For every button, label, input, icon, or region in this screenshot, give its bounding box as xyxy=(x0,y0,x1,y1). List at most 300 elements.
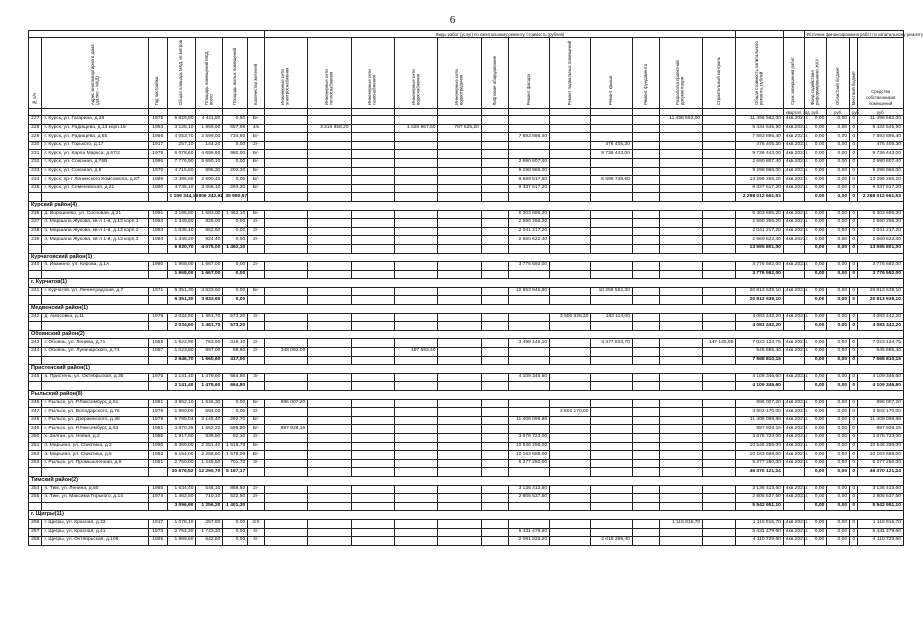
work-cost-cell xyxy=(632,485,659,494)
work-cost-cell xyxy=(481,313,508,322)
table-row xyxy=(29,399,904,408)
total-area-cell: 1 078,10 xyxy=(167,519,196,528)
work-cost-cell: 3 377 833,70 xyxy=(591,339,632,348)
work-cost-cell xyxy=(351,176,394,185)
table-row xyxy=(29,236,904,245)
table-row xyxy=(29,287,904,296)
row-number: 232 xyxy=(29,158,42,167)
work-cost-cell xyxy=(659,425,702,434)
total-cost-cell: 2 041 217,20 xyxy=(736,227,784,236)
work-cost-cell xyxy=(632,528,659,537)
work-cost-cell xyxy=(550,485,591,494)
deadline-cell: 4кв.2021г. xyxy=(783,219,804,228)
owners-funds-cell: 10 163 688,00 xyxy=(858,451,904,460)
local-budget-cell: 0 xyxy=(850,296,858,305)
work-cost-cell xyxy=(395,296,438,305)
total-area-cell: 3 870,35 xyxy=(167,425,196,434)
work-cost-cell xyxy=(395,141,438,150)
year-cell: 1953 xyxy=(148,124,167,133)
work-cost-cell: 6 303 695,20 xyxy=(508,210,549,219)
total-area-cell: 5 154,00 xyxy=(167,451,196,460)
work-cost-cell xyxy=(481,133,508,142)
year-cell: 1975 xyxy=(148,373,167,382)
owners-funds-cell: 5 277 250,00 xyxy=(858,459,904,468)
work-cost-cell xyxy=(659,141,702,150)
year-cell: 1979 xyxy=(148,150,167,159)
work-cost-cell xyxy=(308,408,351,417)
units-cell xyxy=(550,109,591,116)
address-cell: г. Курск, ул. Горького, д.17 xyxy=(42,141,149,150)
owners-funds-cell: 2 660 622,40 xyxy=(858,236,904,245)
fund-support-cell: 0,00 xyxy=(804,262,827,271)
table-row xyxy=(29,133,904,142)
local-budget-cell: 0 xyxy=(850,356,858,365)
floors-cell: 4/- xyxy=(248,528,265,537)
table-row xyxy=(29,442,904,451)
work-cost-cell xyxy=(632,451,659,460)
living-area-cell: 0,00 xyxy=(223,537,248,546)
work-cost-cell xyxy=(632,519,659,528)
work-cost-cell: 2 091 326,20 xyxy=(508,537,549,546)
work-cost-cell xyxy=(508,296,549,305)
work-cost-cell xyxy=(550,193,591,202)
work-cost-cell: 2 041 217,20 xyxy=(508,227,549,236)
local-budget-cell: 0 xyxy=(850,313,858,322)
work-cost-cell xyxy=(351,494,394,503)
fund-support-cell: 0,00 xyxy=(804,184,827,193)
column-header-label: Ремонт крыши xyxy=(608,75,614,106)
year-cell: 1981 xyxy=(148,425,167,434)
work-cost-cell xyxy=(395,519,438,528)
total-area-cell: 5 785,04 xyxy=(167,416,196,425)
work-cost-cell xyxy=(703,116,736,125)
total-cost-cell: 476 405,30 xyxy=(736,141,784,150)
work-cost-cell xyxy=(703,262,736,271)
work-cost-cell xyxy=(481,451,508,460)
regional-budget-cell: 0,00 xyxy=(827,468,850,477)
work-cost-cell xyxy=(395,382,438,391)
address-cell: г. Курск, ул. Карла Маркса, д.67/2 xyxy=(42,150,149,159)
fund-support-cell: 0,00 xyxy=(804,296,827,305)
table-row xyxy=(29,528,904,537)
work-cost-cell xyxy=(481,176,508,185)
column-header-label: Площадь жилых помещений xyxy=(232,47,238,106)
total-area-cell: 4 735,10 xyxy=(167,184,196,193)
table-header xyxy=(29,31,923,116)
deadline-cell xyxy=(783,322,804,331)
regional-budget-cell: 0,00 xyxy=(827,451,850,460)
local-budget-cell: 0 xyxy=(850,236,858,245)
work-cost-cell xyxy=(550,322,591,331)
address-cell: г. Обоянь, ул. Луначарского, д.74 xyxy=(42,348,149,357)
work-cost-cell xyxy=(550,219,591,228)
subtotal-row xyxy=(29,193,904,202)
owners-funds-cell: 2 041 217,20 xyxy=(858,227,904,236)
deadline-cell xyxy=(783,244,804,253)
local-budget-cell: 0 xyxy=(850,210,858,219)
work-cost-cell: 3 678 723,00 xyxy=(508,433,549,442)
living-area-cell: 0,00 xyxy=(223,158,248,167)
column-header-label: Общая площадь МКД, кв.метров xyxy=(178,39,184,106)
work-cost-cell xyxy=(591,433,632,442)
address-cell xyxy=(42,244,149,253)
work-cost-cell xyxy=(351,227,394,236)
district-label: Курчатовский район(1) xyxy=(29,253,904,262)
work-cost-cell xyxy=(481,442,508,451)
column-header-label: Количество жителей xyxy=(252,64,258,106)
floors-cell: 4/- xyxy=(248,313,265,322)
regional-budget-cell: 0,00 xyxy=(827,236,850,245)
total-area-cell: 1 917,60 xyxy=(167,433,196,442)
work-cost-cell xyxy=(264,236,307,245)
work-cost-cell xyxy=(351,485,394,494)
work-cost-cell xyxy=(550,399,591,408)
regional-budget-cell: 0,00 xyxy=(827,227,850,236)
total-cost-cell: 10 163 688,00 xyxy=(736,451,784,460)
regional-budget-cell: 0,00 xyxy=(827,210,850,219)
work-cost-cell xyxy=(632,502,659,511)
work-cost-cell xyxy=(508,502,549,511)
year-cell: 1917 xyxy=(148,519,167,528)
subtotal-row xyxy=(29,270,904,279)
work-cost-cell xyxy=(481,141,508,150)
work-cost-cell xyxy=(591,210,632,219)
work-cost-cell xyxy=(438,141,481,150)
fund-support-cell: 0,00 xyxy=(804,399,827,408)
work-cost-cell xyxy=(351,116,394,125)
work-cost-cell xyxy=(264,219,307,228)
funding-subcolumn-label: Местный бюджет xyxy=(851,70,857,106)
work-cost-cell xyxy=(308,485,351,494)
work-cost-cell xyxy=(395,262,438,271)
floors-cell: 2/- xyxy=(248,262,265,271)
year-cell xyxy=(148,296,167,305)
regional-budget-cell: 0,00 xyxy=(827,433,850,442)
owners-funds-cell: 4 109 346,60 xyxy=(858,373,904,382)
column-header-label: Строительный контроль xyxy=(715,56,721,106)
work-cost-cell xyxy=(264,485,307,494)
district-label: г. Щигры(11) xyxy=(29,511,904,520)
total-cost-cell: 2 690 807,40 xyxy=(736,158,784,167)
local-budget-cell: 0 xyxy=(850,433,858,442)
work-cost-cell xyxy=(659,150,702,159)
address-cell: г. Рыльск, ул. Р.Люксембург, д.61 xyxy=(42,399,149,408)
work-cost-cell xyxy=(659,356,702,365)
work-types-group-title: Виды работ (услуг) по капитальному ремонту, стоимость (рублей) xyxy=(264,31,736,38)
work-cost-cell xyxy=(508,313,549,322)
work-cost-cell xyxy=(550,537,591,546)
floors-cell: 2/- xyxy=(248,433,265,442)
work-cost-cell xyxy=(308,382,351,391)
fund-support-cell: 0,00 xyxy=(804,176,827,185)
work-cost-cell xyxy=(591,193,632,202)
work-cost-cell xyxy=(703,494,736,503)
work-cost-cell xyxy=(264,141,307,150)
column-header xyxy=(481,38,508,109)
work-cost-cell xyxy=(395,494,438,503)
total-cost-cell: 10 546 256,00 xyxy=(736,442,784,451)
owners-funds-cell: 20 813 539,10 xyxy=(858,296,904,305)
work-cost-cell xyxy=(591,485,632,494)
local-budget-cell: 0 xyxy=(850,158,858,167)
work-cost-cell xyxy=(632,416,659,425)
work-cost-cell xyxy=(703,287,736,296)
units-cell: руб. xyxy=(858,109,904,116)
work-cost-cell xyxy=(703,133,736,142)
subtotal-row xyxy=(29,322,904,331)
work-cost-cell xyxy=(308,468,351,477)
work-cost-cell xyxy=(632,270,659,279)
premises-area-cell: 1 245,50 xyxy=(196,459,223,468)
year-cell xyxy=(148,382,167,391)
total-cost-cell: 545 685,40 xyxy=(736,348,784,357)
deadline-cell: 4кв.2021г. xyxy=(783,519,804,528)
living-area-cell: 0,00 xyxy=(223,519,248,528)
year-cell xyxy=(148,193,167,202)
units-cell xyxy=(264,109,307,116)
work-cost-cell xyxy=(395,219,438,228)
work-cost-cell xyxy=(351,451,394,460)
floors-cell xyxy=(248,244,265,253)
work-cost-cell xyxy=(264,459,307,468)
work-cost-cell xyxy=(308,176,351,185)
work-cost-cell xyxy=(438,485,481,494)
work-cost-cell xyxy=(264,494,307,503)
work-cost-cell xyxy=(703,382,736,391)
work-cost-cell xyxy=(659,158,702,167)
work-cost-cell xyxy=(508,348,549,357)
work-cost-cell xyxy=(550,348,591,357)
work-cost-cell xyxy=(703,236,736,245)
row-number: 243 xyxy=(29,339,42,348)
work-cost-cell xyxy=(264,227,307,236)
local-budget-cell: 0 xyxy=(850,244,858,253)
table-row xyxy=(29,150,904,159)
work-cost-cell xyxy=(659,528,702,537)
owners-funds-cell: 4 083 442,20 xyxy=(858,313,904,322)
work-cost-cell xyxy=(703,150,736,159)
page-number: 6 xyxy=(449,14,456,26)
work-cost-cell xyxy=(550,270,591,279)
owners-funds-cell: 2 690 807,40 xyxy=(858,158,904,167)
work-cost-cell xyxy=(632,210,659,219)
deadline-cell: 4кв.2021г. xyxy=(783,210,804,219)
owners-funds-cell: 3 678 723,00 xyxy=(858,433,904,442)
owners-funds-cell: 3 776 592,00 xyxy=(858,270,904,279)
work-cost-cell xyxy=(550,167,591,176)
work-cost-cell xyxy=(591,244,632,253)
year-cell: 1993 xyxy=(148,451,167,460)
work-cost-cell xyxy=(632,373,659,382)
column-header xyxy=(29,38,42,109)
work-cost-cell xyxy=(264,339,307,348)
work-cost-cell xyxy=(264,502,307,511)
work-cost-cell xyxy=(703,210,736,219)
work-cost-cell xyxy=(481,425,508,434)
premises-area-cell: 642,80 xyxy=(196,537,223,546)
deadline-cell: 4кв.2021г. xyxy=(783,150,804,159)
work-cost-cell xyxy=(308,348,351,357)
work-cost-cell xyxy=(395,193,438,202)
work-cost-cell xyxy=(308,141,351,150)
total-cost-cell: 4 109 346,60 xyxy=(736,382,784,391)
address-cell: п. Пристень, ул. Октябрьская, д.36 xyxy=(42,373,149,382)
work-cost-cell xyxy=(703,141,736,150)
work-cost-cell xyxy=(395,528,438,537)
work-cost-cell xyxy=(659,468,702,477)
floors-cell xyxy=(248,382,265,391)
work-cost-cell xyxy=(481,433,508,442)
premises-area-cell: 1 478,60 xyxy=(196,382,223,391)
deadline-cell xyxy=(783,382,804,391)
work-cost-cell xyxy=(438,494,481,503)
work-cost-cell xyxy=(550,451,591,460)
premises-area-cell: 2 256,60 xyxy=(196,451,223,460)
work-cost-cell xyxy=(351,313,394,322)
living-area-cell: 0,00 xyxy=(223,176,248,185)
year-cell: 1991 xyxy=(148,210,167,219)
work-cost-cell xyxy=(632,262,659,271)
year-cell: 1974 xyxy=(148,494,167,503)
premises-area-cell: 2 500,40 xyxy=(196,176,223,185)
floors-cell: Б/- xyxy=(248,210,265,219)
work-cost-cell xyxy=(481,468,508,477)
living-area-cell: 0,00 xyxy=(223,141,248,150)
address-cell: г. Курск, ул. Союзная, д.76В xyxy=(42,158,149,167)
column-header-label: Общая стоимость капитального ремонта, рублей xyxy=(754,41,764,106)
total-cost-cell: 46 370 121,24 xyxy=(736,468,784,477)
column-header xyxy=(42,38,149,109)
work-cost-cell xyxy=(308,133,351,142)
owners-funds-cell: 1 115 915,70 xyxy=(858,519,904,528)
address-cell: г. Курск, ул. Радищева, д.55 xyxy=(42,133,149,142)
work-cost-cell: 787 625,20 xyxy=(438,124,481,133)
work-cost-cell xyxy=(659,133,702,142)
units-cell xyxy=(659,109,702,116)
work-cost-cell xyxy=(703,451,736,460)
owners-funds-cell: 11 408 098,88 xyxy=(858,416,904,425)
total-area-cell: 257,10 xyxy=(167,141,196,150)
fund-support-cell: 0,00 xyxy=(804,537,827,546)
work-cost-cell: 897 928,16 xyxy=(264,425,307,434)
column-header xyxy=(508,38,549,109)
address-cell: п. Тим, ул. Ленина, д.50 xyxy=(42,485,149,494)
work-cost-cell xyxy=(395,227,438,236)
work-cost-cell xyxy=(395,270,438,279)
work-cost-cell xyxy=(632,425,659,434)
row-number xyxy=(29,356,42,365)
column-header xyxy=(858,38,904,109)
work-cost-cell xyxy=(438,270,481,279)
district-label: Рыльский район(8) xyxy=(29,391,904,400)
regional-budget-cell: 0,00 xyxy=(827,494,850,503)
total-cost-cell: 20 813 539,10 xyxy=(736,287,784,296)
work-cost-cell xyxy=(481,494,508,503)
premises-area-cell: 546,10 xyxy=(196,485,223,494)
table-row xyxy=(29,433,904,442)
table-row xyxy=(29,348,904,357)
work-cost-cell xyxy=(395,287,438,296)
total-cost-cell: 896 007,20 xyxy=(736,399,784,408)
work-cost-cell xyxy=(703,227,736,236)
fund-support-cell: 0,00 xyxy=(804,167,827,176)
work-cost-cell xyxy=(591,322,632,331)
work-cost-cell: 5 431 479,60 xyxy=(508,528,549,537)
total-area-cell: 7 776,90 xyxy=(167,158,196,167)
total-area-cell: 5 829,90 xyxy=(167,116,196,125)
premises-area-cell: 1 743,30 xyxy=(196,528,223,537)
living-area-cell: 0,00 xyxy=(223,236,248,245)
work-cost-cell xyxy=(703,124,736,133)
work-cost-cell xyxy=(508,356,549,365)
row-number: 247 xyxy=(29,408,42,417)
work-cost-cell xyxy=(438,244,481,253)
work-cost-cell xyxy=(438,176,481,185)
table-row xyxy=(29,313,904,322)
fund-support-cell: 0,00 xyxy=(804,459,827,468)
district-row xyxy=(29,201,904,210)
work-cost-cell xyxy=(659,442,702,451)
work-cost-cell xyxy=(508,408,549,417)
work-cost-cell xyxy=(264,262,307,271)
deadline-cell: 4кв.2021г. xyxy=(783,158,804,167)
premises-area-cell: 5 690,10 xyxy=(196,158,223,167)
row-number xyxy=(29,296,42,305)
work-cost-cell xyxy=(351,124,394,133)
address-cell: п. Марьино, ул. Свиотика, д.5 xyxy=(42,451,149,460)
work-cost-cell xyxy=(659,537,702,546)
total-area-cell: 5 369,00 xyxy=(167,442,196,451)
local-budget-cell: 0 xyxy=(850,373,858,382)
local-budget-cell: 0 xyxy=(850,184,858,193)
owners-funds-cell: 11 496 562,00 xyxy=(858,116,904,125)
address-cell: п. Маршала Жукова, кв-л 1-й, д.13 корп.1 xyxy=(42,219,149,228)
fund-support-cell: 0,00 xyxy=(804,485,827,494)
work-cost-cell xyxy=(395,433,438,442)
fund-support-cell: 0,00 xyxy=(804,519,827,528)
work-cost-cell xyxy=(308,193,351,202)
row-number: 254 xyxy=(29,485,42,494)
year-cell: 1984 xyxy=(148,219,167,228)
work-cost-cell xyxy=(264,184,307,193)
work-cost-cell xyxy=(591,296,632,305)
premises-area-cell: 2 145,40 xyxy=(196,416,223,425)
work-cost-cell xyxy=(308,227,351,236)
work-cost-cell xyxy=(703,485,736,494)
work-cost-cell xyxy=(659,433,702,442)
work-cost-cell xyxy=(264,296,307,305)
owners-funds-cell: 897 928,16 xyxy=(858,425,904,434)
table-row xyxy=(29,262,904,271)
work-cost-cell xyxy=(703,416,736,425)
work-cost-cell xyxy=(659,210,702,219)
fund-support-cell: 0,00 xyxy=(804,193,827,202)
regional-budget-cell: 0,00 xyxy=(827,313,850,322)
owners-funds-cell: 2 268 012 651,53 xyxy=(858,193,904,202)
living-area-cell: 35 980,67 xyxy=(223,193,248,202)
owners-funds-cell: 20 813 539,10 xyxy=(858,287,904,296)
column-header xyxy=(223,38,248,109)
row-number: 255 xyxy=(29,494,42,503)
fund-support-cell: 0,00 xyxy=(804,433,827,442)
local-budget-cell: 0 xyxy=(850,537,858,546)
fund-support-cell: 0,00 xyxy=(804,150,827,159)
units-cell: квартал, год xyxy=(783,109,804,116)
work-cost-cell xyxy=(438,416,481,425)
regional-budget-cell: 0,00 xyxy=(827,373,850,382)
work-cost-cell xyxy=(395,451,438,460)
fund-support-cell: 0,00 xyxy=(804,133,827,142)
